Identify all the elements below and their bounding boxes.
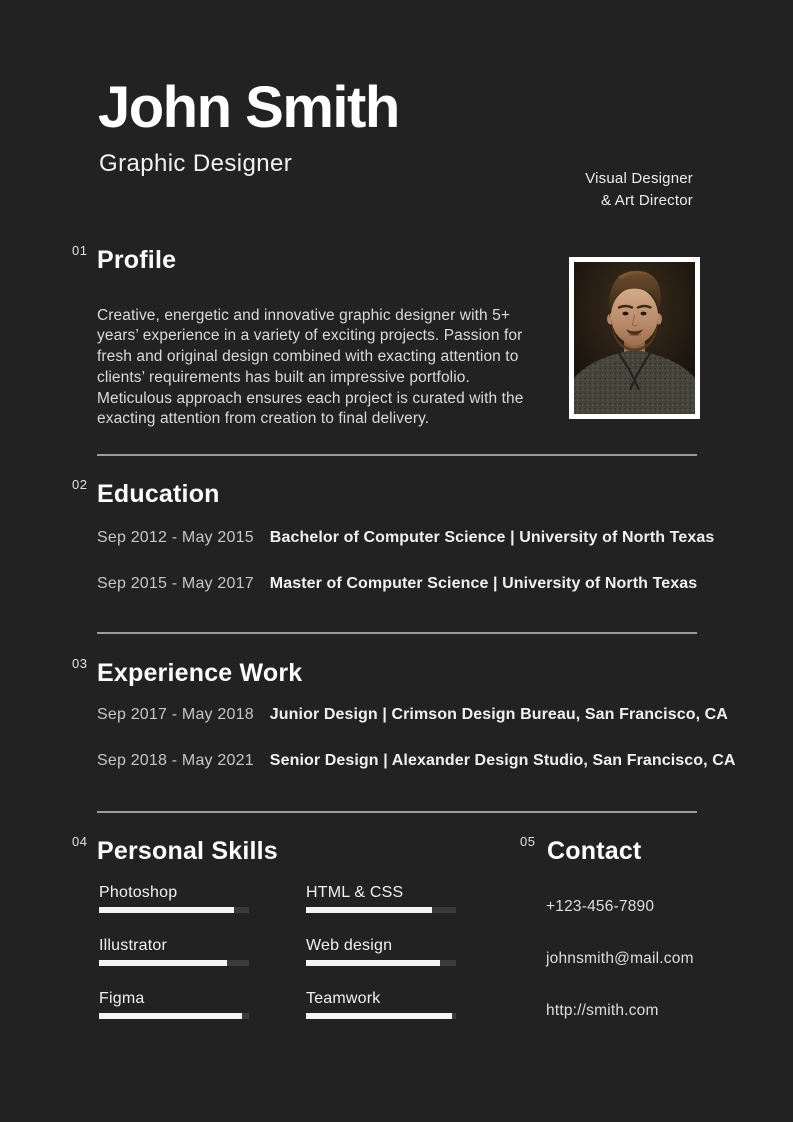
secondary-role-line2: & Art Director (601, 191, 693, 209)
skill-bar-track (99, 960, 249, 966)
skill-label: HTML & CSS (306, 884, 404, 901)
skills-section-number: 04 (72, 834, 88, 849)
experience-list (97, 706, 736, 770)
skill-label: Teamwork (306, 990, 381, 1007)
contact-section-number: 05 (520, 834, 536, 849)
skill-bar-track (306, 960, 456, 966)
skill-bar-fill (99, 960, 227, 966)
experience-dates: Sep 2018 - May 2021 (97, 752, 254, 769)
skill-item (99, 884, 249, 913)
education-description: Master of Computer Science | University of North Texas (269, 575, 698, 592)
education-row (97, 575, 707, 593)
secondary-role (585, 168, 693, 211)
education-dates: Sep 2015 - May 2017 (97, 575, 254, 592)
profile-heading-label: Profile (97, 246, 177, 274)
portrait-photo (574, 262, 695, 414)
skill-bar-fill (306, 960, 440, 966)
contact-list (546, 898, 694, 1020)
skill-bar-fill (99, 907, 234, 913)
contact-phone: +123-456-7890 (546, 898, 655, 915)
education-description: Bachelor of Computer Science | University of North Texas (269, 529, 715, 546)
portrait-photo-frame (569, 257, 700, 419)
contact-email: johnsmith@mail.com (546, 950, 694, 967)
skill-bar-track (99, 907, 249, 913)
education-list (97, 529, 715, 593)
secondary-role-line1: Visual Designer (585, 170, 693, 187)
experience-section-heading (72, 656, 303, 688)
education-dates: Sep 2012 - May 2015 (97, 529, 254, 546)
skill-bar-fill (99, 1013, 242, 1019)
contact-website: http://smith.com (546, 1002, 659, 1019)
section-divider (97, 632, 697, 634)
person-name: John Smith (98, 75, 399, 140)
experience-section-number: 03 (72, 656, 88, 671)
experience-row (97, 752, 736, 770)
skill-bar-fill (306, 1013, 452, 1019)
experience-heading-label: Experience Work (97, 659, 303, 687)
skill-label: Figma (99, 990, 145, 1007)
contact-section-heading (520, 834, 642, 866)
experience-description: Junior Design | Crimson Design Bureau, San Francisco, CA (269, 706, 728, 723)
skill-bar-track (306, 1013, 456, 1019)
section-divider (97, 454, 697, 456)
experience-description: Senior Design | Alexander Design Studio, San Francisco, CA (269, 752, 736, 769)
education-section-heading (72, 477, 220, 509)
section-divider (97, 811, 697, 813)
skill-bar-track (306, 907, 456, 913)
skill-item (99, 937, 249, 966)
education-heading-label: Education (97, 480, 220, 508)
skill-label: Illustrator (99, 937, 167, 954)
skill-item (306, 937, 456, 966)
profile-section-heading (72, 243, 177, 275)
skill-label: Web design (306, 937, 393, 954)
experience-dates: Sep 2017 - May 2018 (97, 706, 254, 723)
profile-paragraph: Creative, energetic and innovative graphic designer with 5+ years’ experience in a variety of exciting projects. Passion for fresh and original design combined with exacting attention to clients’ requirements has built an impressive portfolio. Meticulous approach ensures each project is curated with the exacting attention from creation to final delivery. (97, 306, 524, 428)
skill-item (306, 990, 456, 1019)
skill-bar-track (99, 1013, 249, 1019)
skill-item (306, 884, 456, 913)
skill-label: Photoshop (99, 884, 178, 901)
education-row (97, 529, 715, 547)
skills-heading-label: Personal Skills (97, 837, 278, 865)
profile-section-number: 01 (72, 243, 88, 258)
skills-column-left (99, 884, 249, 1019)
skills-column-right (306, 884, 456, 1019)
experience-row (97, 706, 728, 724)
skill-item (99, 990, 249, 1019)
education-section-number: 02 (72, 477, 88, 492)
skill-bar-fill (306, 907, 432, 913)
contact-heading-label: Contact (547, 837, 642, 865)
job-title: Graphic Designer (99, 150, 293, 177)
skills-section-heading (72, 834, 278, 866)
